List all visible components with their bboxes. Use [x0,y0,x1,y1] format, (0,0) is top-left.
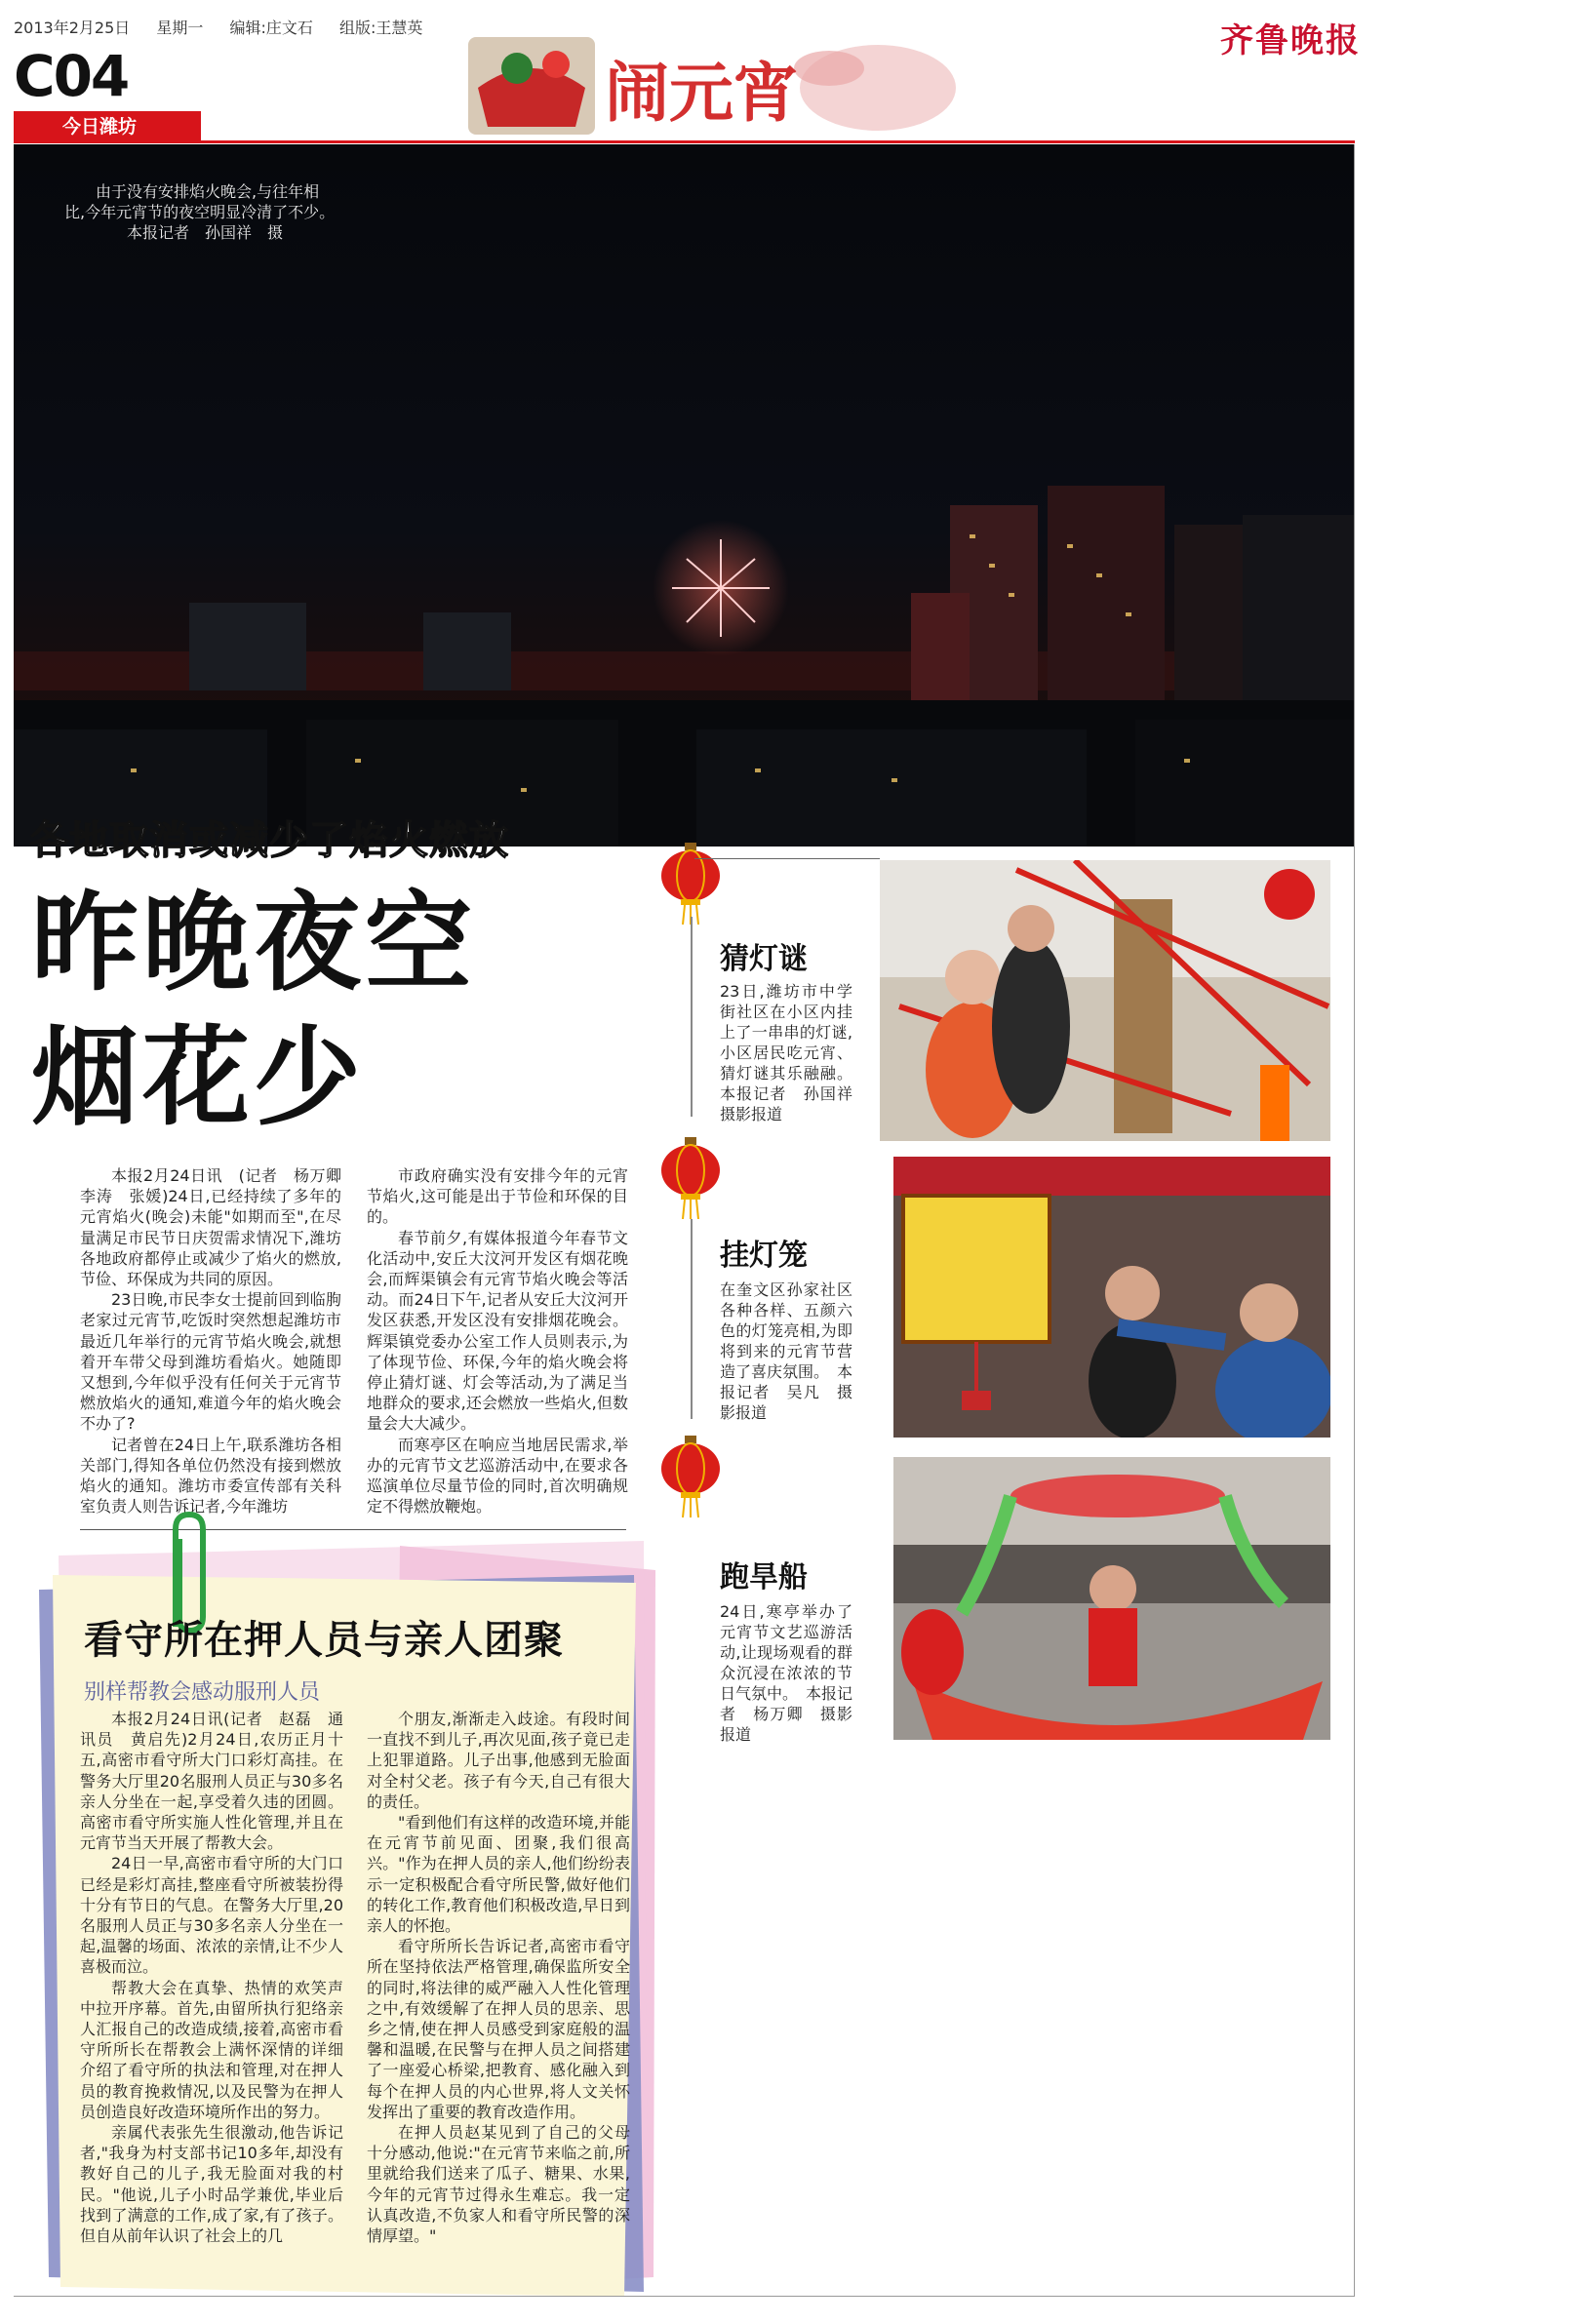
paragraph: 本报2月24日讯 (记者 杨万卿 李涛 张媛)24日,已经持续了多年的元宵焰火(晚会)未能"如期而至",在尽量满足市民节日庆贺需求情况下,潍坊各地政府都停止或减少了焰火的燃放,节俭、环保成为共同的原因。 [80,1166,358,1289]
side-vline [691,1219,693,1419]
article-column-2 [367,1165,628,1517]
photo-lantern-riddles [880,860,1330,1141]
paragraph: 在押人员赵某见到了自己的父母十分感动,他说:"在元宵节来临之前,所里就给我们送来了瓜子、糖果、水果,今年的元宵节过得永生难忘。我一定认真改造,不负家人和看守所民警的深情厚望。" [367,2123,630,2246]
paragraph: 本报2月24日讯(记者 赵磊 通讯员 黄启先)2月24日,农历正月十五,高密市看守所大门口彩灯高挂。在警务大厅里20名服刑人员正与30多名亲人分坐在一起,享受着久违的团圆。高密市看守所实施人性化管理,并且在元宵节当天开展了帮教大会。 [80,1710,343,1853]
header-meta [14,16,444,38]
lantern-icon [659,1436,722,1517]
headline-line-1: 昨晚夜空 [31,881,476,1005]
article-column-1 [80,1165,358,1517]
side-title-3: 跑旱船 [720,1560,808,1595]
lantern-icon [659,843,722,925]
caption-credit: 本报记者 孙国祥 摄 [127,223,284,242]
side-vline [691,917,693,1117]
paragraph: 而寒亭区在响应当地居民需求,举办的元宵节文艺巡游活动中,在要求各巡演单位尽量节俭的同时,首次明确规定不得燃放鞭炮。 [367,1435,628,1517]
section-tab: 今日潍坊 [14,111,201,142]
article-headline [31,876,519,1145]
paragraph: 春节前夕,有媒体报道今年春节文化活动中,安丘大汶河开发区有烟花晚会,而辉渠镇会有元宵节焰火晚会等活动。而24日下午,记者从安丘大汶河开发区获悉,开发区没有安排烟花晚会。辉渠镇党委办公室工作人员则表示,为了体现节俭、环保,今年的焰火晚会将停止猜灯谜、灯会等活动,为了满足当地群众的要求,还会燃放一些焰火,但数量会大大减少。 [367,1228,628,1434]
feature-column-2 [367,1709,630,2246]
paragraph: 亲属代表张先生很激动,他告诉记者,"我身为村支部书记10多年,却没有教好自己的儿子,我无脸面对我的村民。"他说,儿子小时品学兼优,毕业后找到了满意的工作,成了家,有了孩子。但自从前年认识了社会上的几 [80,2123,343,2246]
paragraph: 记者曾在24日上午,联系潍坊各相关部门,得知各单位仍然没有接到燃放焰火的通知。潍坊市委宣传部有关科室负责人则告诉记者,今年潍坊 [80,1435,341,1517]
paragraph: 个朋友,渐渐走入歧途。有段时间一直找不到儿子,再次见面,孩子竟已走上犯罪道路。儿子出事,他感到无脸面对全村父老。孩子有今天,自己有很大的责任。 [367,1710,630,1811]
page-border-bottom [14,2296,1355,2297]
feature-title: 看守所在押人员与亲人团聚 [84,1618,564,1663]
photo-caption [64,181,339,243]
caption-line: 由于没有安排焰火晚会,与往年相比,今年元宵节的夜空明显冷清了不少。 [64,182,336,221]
side-title-1: 猜灯谜 [720,942,808,976]
editor-credit: 编辑:庄文石 [229,19,313,37]
headline-line-2: 烟花少 [31,1015,365,1140]
photo-hanging-lanterns [893,1157,1330,1438]
paragraph: 看守所所长告诉记者,高密市看守所在坚持依法严格管理,确保监所安全的同时,将法律的威严融入人性化管理之中,有效缓解了在押人员的思亲、思乡之情,使在押人员感受到家庭般的温馨和温暖,在民警与在押人员之间搭建了一座爱心桥梁,把教育、感化融入到每个在押人员的内心世界,将人文关怀发挥出了重要的教育改造作用。 [367,1937,630,2121]
side-title-2: 挂灯笼 [720,1239,808,1273]
side-caption-3: 24日,寒亭举办了元宵节文艺巡游活动,让现场观看的群众沉浸在浓浓的节日气氛中。 本报记者 杨万卿 摄影报道 [720,1602,853,1744]
issue-date: 2013年2月25日 [14,19,131,37]
side-caption-2: 在奎文区孙家社区各种各样、五颜六色的灯笼亮相,为即将到来的元宵节营造了喜庆氛围。 本报记者 吴凡 摄影报道 [720,1280,853,1422]
side-caption-1: 23日,潍坊市中学街社区在小区内挂上了一串串的灯谜,小区居民吃元宵、猜灯谜其乐融融。本报记者 孙国祥 摄影报道 [720,982,869,1123]
paragraph: 帮教大会在真挚、热情的欢笑声中拉开序幕。首先,由留所执行犯络亲人汇报自己的改造成绩,接着,高密市看守所所长在帮教会上满怀深情的详细介绍了看守所的执法和管理,对在押人员的教育挽救情况,以及民警为在押人员创造良好改造环境所作出的努力。 [80,1978,343,2121]
photo-overlay-title: 各地取消或减少了焰火燃放 [29,818,509,863]
feature-subtitle: 别样帮教会感动服刑人员 [84,1680,321,1705]
photo-land-boat [893,1457,1330,1740]
layout-credit: 组版:王慧英 [338,19,423,37]
lantern-icon [659,1137,722,1219]
main-photo [14,144,1355,847]
paragraph: 市政府确实没有安排今年的元宵节焰火,这可能是出于节俭和环保的目的。 [367,1166,628,1227]
page-number: C04 [14,43,129,109]
festival-banner [458,29,966,144]
side-rule [694,858,880,859]
page-border-right [1354,144,1355,2296]
paragraph: 24日一早,高密市看守所的大门口已经是彩灯高挂,整座看守所被装扮得十分有节日的气息。在警务大厅里,20名服刑人员正与30多名亲人分坐在一起,温馨的场面、浓浓的亲情,让不少人喜极而泣。 [80,1854,343,1977]
issue-weekday: 星期一 [156,19,204,37]
paragraph: 23日晚,市民李女士提前回到临朐老家过元宵节,吃饭时突然想起潍坊市最近几年举行的元宵节焰火晚会,就想着开车带父母到潍坊看焰火。她随即又想到,今年似乎没有任何关于元宵节燃放焰火的通知,难道今年的焰火晚会不办了? [80,1290,341,1434]
paragraph: "看到他们有这样的改造环境,并能在元宵节前见面、团聚,我们很高兴。"作为在押人员的亲人,他们纷纷表示一定积极配合看守所民警,做好他们的转化工作,教育他们积极改造,早日到亲人的怀抱。 [367,1813,630,1936]
banner-text: 闹元宵 [605,56,798,131]
feature-column-1 [80,1709,343,2246]
masthead-logo: 齐鲁晚报 [1220,21,1361,60]
